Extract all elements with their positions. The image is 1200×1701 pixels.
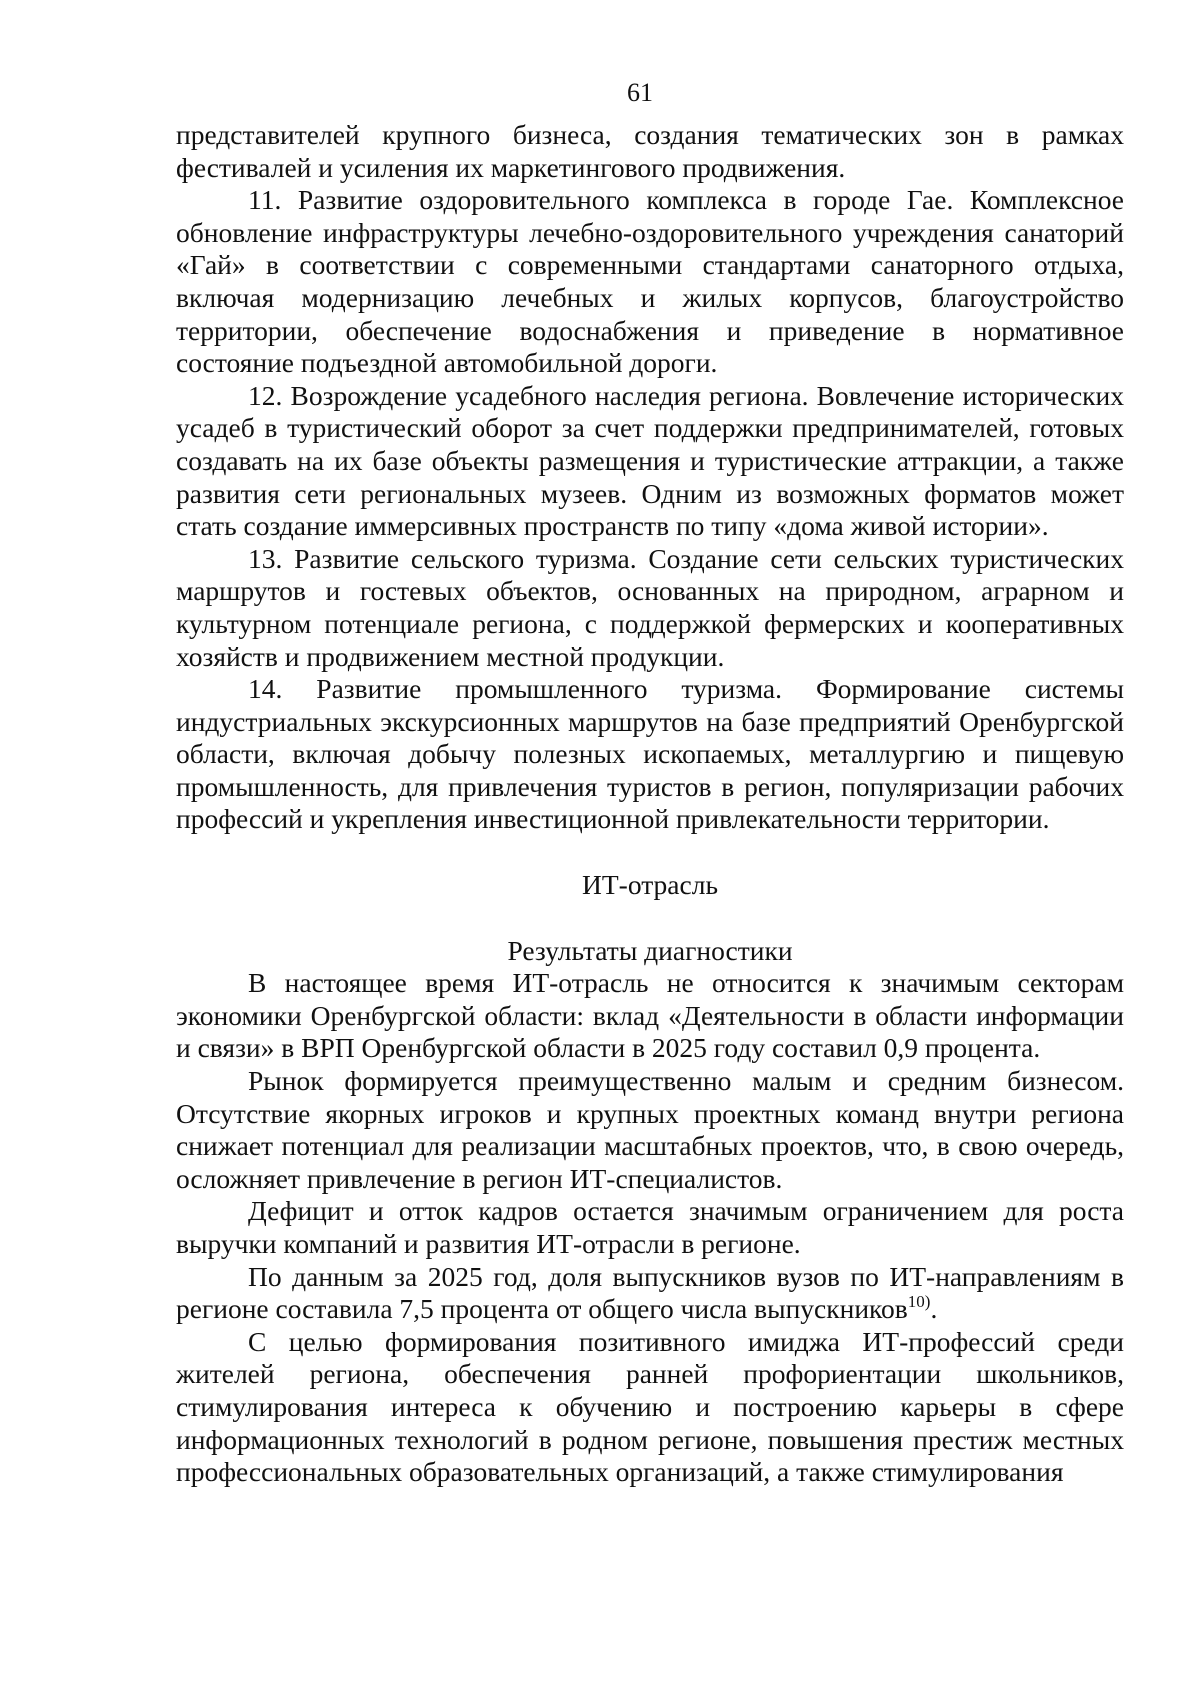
paragraph-it-market: Рынок формируется преимущественно малым и средним бизнесом. Отсутствие якорных игроков и крупных проектных команд внутри региона снижает потенциал для реализации масштабных проектов, что, в свою очередь, осложняет привлечение в регион ИТ-специалистов. — [176, 1065, 1124, 1194]
graduates-tail: . — [930, 1293, 938, 1325]
paragraph-continuation: представителей крупного бизнеса, создания тематических зон в рамках фестивалей и усиления их маркетингового продвижения. — [176, 119, 1124, 183]
document-body — [176, 119, 1124, 1489]
paragraph-item-12: 12. Возрождение усадебного наследия региона. Вовлечение исторических усадеб в туристический оборот за счет поддержки предпринимателей, готовых создавать на их базе объекты размещения и туристические аттракции, а также развития сети региональных музеев. Одним из возможных форматов может стать создание иммерсивных пространств по типу «дома живой истории». — [176, 379, 1124, 542]
paragraph-it-share: В настоящее время ИТ-отрасль не относится к значимым секторам экономики Оренбургской области: вклад «Деятельности в области информации и связи» в ВРП Оренбургской области в 2025 году составил 0,9 процента. — [176, 967, 1124, 1064]
paragraph-it-image: С целью формирования позитивного имиджа ИТ-профессий среди жителей региона, обеспечения ранней профориентации школьников, стимулирования интереса к обучению и построению карьеры в сфере информационных технологий в родном регионе, повышения престиж местных профессиональных образовательных организаций, а также стимулирования — [176, 1325, 1124, 1488]
paragraph-item-13: 13. Развитие сельского туризма. Создание сети сельских туристических маршрутов и гостевых объектов, основанных на природном, аграрном и культурном потенциале региона, с поддержкой фермерских и кооперативных хозяйств и продвижением местной продукции. — [176, 542, 1124, 672]
section-subtitle: Результаты диагностики — [507, 934, 793, 966]
spacer — [176, 836, 1124, 869]
footnote-mark: 10) — [907, 1292, 931, 1312]
paragraph-it-staff: Дефицит и отток кадров остается значимым ограничением для роста выручки компаний и развития ИТ-отрасли в регионе. — [176, 1195, 1124, 1259]
page-number: 61 — [627, 78, 653, 107]
graduates-text: По данным за 2025 год, доля выпускников вузов по ИТ-направлениям в регионе составила 7,5 процента от общего числа выпускников — [176, 1260, 1124, 1325]
paragraph-it-graduates — [176, 1261, 1124, 1326]
paragraph-item-11: 11. Развитие оздоровительного комплекса в городе Гае. Комплексное обновление инфраструктуры лечебно-оздоровительного учреждения санаторий «Гай» в соответствии с современными стандартами санаторного отдыха, включая модернизацию лечебных и жилых корпусов, благоустройство территории, обеспечение водоснабжения и приведение в нормативное состояние подъездной автомобильной дороги. — [176, 184, 1124, 379]
paragraph-item-14: 14. Развитие промышленного туризма. Формирование системы индустриальных экскурсионных маршрутов на базе предприятий Оренбургской области, включая добычу полезных ископаемых, металлургию и пищевую промышленность, для привлечения туристов в регион, популяризации рабочих профессий и укрепления инвестиционной привлекательности территории. — [176, 673, 1124, 835]
section-title: ИТ-отрасль — [582, 869, 718, 901]
spacer — [176, 902, 1124, 935]
